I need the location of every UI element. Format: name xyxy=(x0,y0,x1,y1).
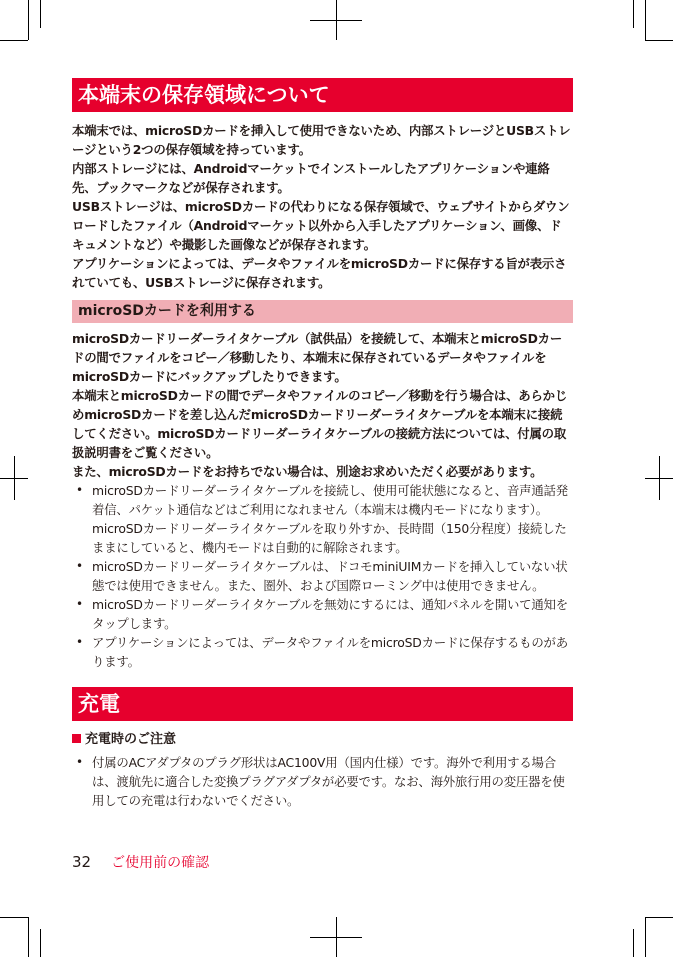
list-item xyxy=(72,753,573,810)
list-item-subtext: microSDカードリーダーライタケーブルを取り外すか、長時間（150分程度）接続したままにしていると、機内モードは自動的に解除されます。 xyxy=(92,521,567,555)
bullet-icon: • xyxy=(76,755,83,769)
storage-body xyxy=(72,121,573,292)
bullet-icon: • xyxy=(76,559,83,573)
paragraph: USBストレージは、microSDカードの代わりになる保存領域で、ウェブサイトからダウンロードしたファイル（Androidマーケット以外から入手したアプリケーション、画像、ドキュメントなど）や撮影した画像などが保存されます。 xyxy=(72,199,570,252)
microsd-body xyxy=(72,329,573,671)
footer-section-name: ご使用前の確認 xyxy=(111,855,210,871)
list-item xyxy=(72,595,573,633)
list-item-text: 付属のACアダプタのプラグ形状はAC100V用（国内仕様）です。海外で利用する場合は、渡航先に適合した変換プラグアダプタが必要です。なお、海外旅行用の変圧器を使用しての充電は行わないでください。 xyxy=(92,755,565,808)
paragraph: 本端末では、microSDカードを挿入して使用できないため、内部ストレージとUSBストレージという2つの保存領域を持っています。 xyxy=(72,123,571,157)
page-footer xyxy=(72,851,209,874)
bullet-icon: • xyxy=(76,483,83,497)
section-title-storage: 本端末の保存領域について xyxy=(72,78,573,112)
subheading-text: 充電時のご注意 xyxy=(85,732,177,747)
paragraph: 本端末とmicroSDカードの間でデータやファイルのコピー／移動を行う場合は、あらかじめmicroSDカードを差し込んだmicroSDカードリーダーライタケーブルを本端末に接続してください。microSDカードリーダーライタケーブルの接続方法については、付属の取扱説明書をご覧ください。 xyxy=(72,388,568,460)
microsd-notes-list xyxy=(72,481,573,671)
list-item xyxy=(72,481,573,557)
paragraph: また、microSDカードをお持ちでない場合は、別途お求めいただく必要があります。 xyxy=(72,464,543,479)
paragraph: アプリケーションによっては、データやファイルをmicroSDカードに保存する旨が表示されていても、USBストレージに保存されます。 xyxy=(72,256,567,290)
list-item-text: アプリケーションによっては、データやファイルをmicroSDカードに保存するものがあります。 xyxy=(92,635,568,669)
subheading-charge-notes xyxy=(72,730,573,749)
bullet-icon: • xyxy=(76,635,83,649)
paragraph: 内部ストレージには、Androidマーケットでインストールしたアプリケーションや連絡先、ブックマークなどが保存されます。 xyxy=(72,161,550,195)
page-number: 32 xyxy=(72,853,92,871)
paragraph: microSDカードリーダーライタケーブル（試供品）を接続して、本端末とmicroSDカードの間でファイルをコピー／移動したり、本端末に保存されているデータやファイルをmicroSDカードにバックアップしたりできます。 xyxy=(72,331,563,384)
list-item-text: microSDカードリーダーライタケーブルを無効にするには、通知パネルを開いて通知をタップします。 xyxy=(92,597,568,631)
section-title-charge: 充電 xyxy=(72,687,573,721)
list-item-text: microSDカードリーダーライタケーブルを接続し、使用可能状態になると、音声通話発着信、パケット通信などはご利用になれません（本端末は機内モードになります）。 xyxy=(92,483,568,517)
list-item xyxy=(72,633,573,671)
charge-notes-list xyxy=(72,753,573,810)
section-title-microsd: microSDカードを利用する xyxy=(72,300,573,323)
square-bullet-icon xyxy=(72,734,81,743)
page-content xyxy=(72,78,573,810)
list-item xyxy=(72,557,573,595)
list-item-text: microSDカードリーダーライタケーブルは、ドコモminiUIMカードを挿入していない状態では使用できません。また、圏外、および国際ローミング中は使用できません。 xyxy=(92,559,568,593)
bullet-icon: • xyxy=(76,597,83,611)
